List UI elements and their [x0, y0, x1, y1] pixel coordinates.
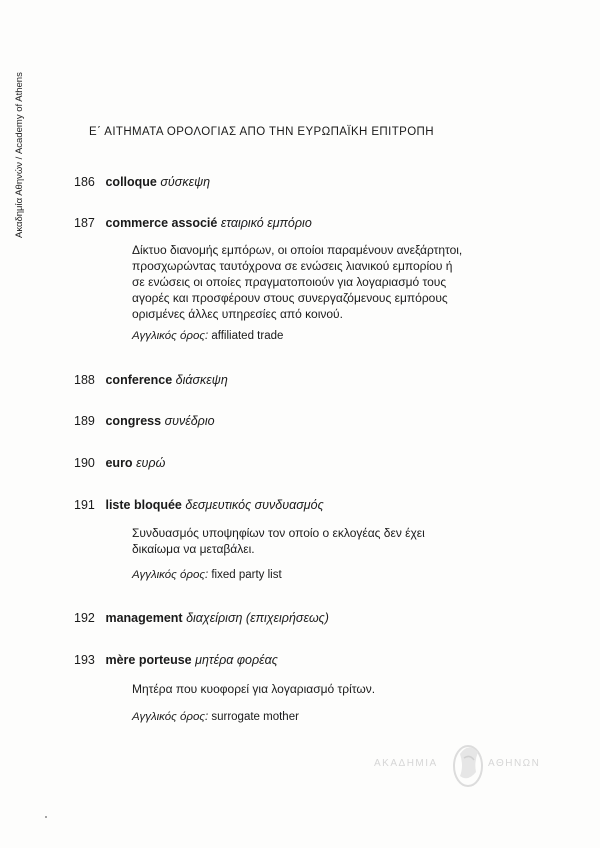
entry-188: [74, 373, 228, 387]
definition-line: Δίκτυο διανομής εμπόρων, οι οποίοι παραμένουν ανεξάρτητοι,: [132, 243, 463, 257]
entry-translation: μητέρα φορέας: [195, 653, 278, 667]
entry-translation: διαχείριση (επιχειρήσεως): [186, 611, 329, 625]
entry-number: 193: [74, 653, 95, 667]
entry-translation: συνέδριο: [164, 414, 215, 428]
english-term-label: Αγγλικός όρος:: [132, 711, 209, 723]
academy-watermark: [368, 736, 568, 796]
entry-number: 190: [74, 456, 95, 470]
entry-190: [74, 456, 165, 470]
entry-187: [74, 216, 312, 230]
entry-187-english: [132, 330, 283, 342]
side-caption: Ακαδημία Αθηνών / Academy of Athens: [14, 72, 25, 238]
entry-term: conference: [105, 373, 173, 387]
definition-line: αγορές και προσφέρουν στους συνεργαζόμενους εμπόρους: [132, 291, 448, 305]
entry-term: colloque: [105, 175, 157, 189]
entry-number: 192: [74, 611, 95, 625]
entry-189: [74, 414, 215, 428]
entry-191-definition: [132, 525, 425, 557]
entry-term: congress: [105, 414, 162, 428]
english-term: fixed party list: [211, 569, 282, 581]
entry-term: commerce associé: [105, 216, 218, 230]
entry-translation: σύσκεψη: [160, 175, 211, 189]
entry-term: mère porteuse: [105, 653, 192, 667]
entry-term: management: [105, 611, 183, 625]
watermark-text-right: ΑΘΗΝΩΝ: [488, 758, 541, 769]
watermark-text-left: ΑΚΑΔΗΜΙΑ: [374, 758, 438, 769]
entry-translation: δεσμευτικός συνδυασμός: [185, 498, 324, 512]
definition-line: Μητέρα που κυοφορεί για λογαριασμό τρίτων.: [132, 682, 376, 696]
entry-term: euro: [105, 456, 133, 470]
entry-192: [74, 611, 329, 625]
entry-193-english: [132, 711, 299, 723]
entry-187-definition: [132, 242, 462, 322]
entry-term: liste bloquée: [105, 498, 182, 512]
english-term-label: Αγγλικός όρος:: [132, 330, 209, 342]
entry-191: [74, 498, 324, 512]
entry-number: 189: [74, 414, 95, 428]
english-term: surrogate mother: [211, 711, 299, 723]
entry-number: 191: [74, 498, 95, 512]
definition-line: Συνδυασμός υποψηφίων τον οποίο ο εκλογέας δεν έχει: [132, 526, 425, 540]
entry-193: [74, 653, 278, 667]
page-speck: [45, 816, 47, 818]
athena-seal-icon: [446, 736, 490, 796]
definition-line: σε ενώσεις οι οποίες πραγματοποιούν για λογαριασμό τους: [132, 275, 447, 289]
entry-number: 186: [74, 175, 95, 189]
entry-193-definition: [132, 681, 375, 697]
definition-line: προσχωρώντας ταυτόχρονα σε ενώσεις λιανικού εμπορίου ή: [132, 259, 453, 273]
definition-line: δικαίωμα να μεταβάλει.: [132, 542, 255, 556]
entry-translation: ευρώ: [136, 456, 166, 470]
entry-number: 188: [74, 373, 95, 387]
definition-line: ορισμένες άλλες υπηρεσίες από κοινού.: [132, 307, 343, 321]
entry-191-english: [132, 569, 282, 581]
entry-186: [74, 175, 210, 189]
entry-translation: διάσκεψη: [175, 373, 228, 387]
entry-number: 187: [74, 216, 95, 230]
english-term-label: Αγγλικός όρος:: [132, 569, 209, 581]
english-term: affiliated trade: [211, 330, 284, 342]
entry-translation: εταιρικό εμπόριο: [220, 216, 312, 230]
page-heading: Ε΄ ΑΙΤΗΜΑΤΑ ΟΡΟΛΟΓΙΑΣ ΑΠΟ ΤΗΝ ΕΥΡΩΠΑΪΚΗ ΕΠΙΤΡΟΠΗ: [89, 126, 434, 138]
